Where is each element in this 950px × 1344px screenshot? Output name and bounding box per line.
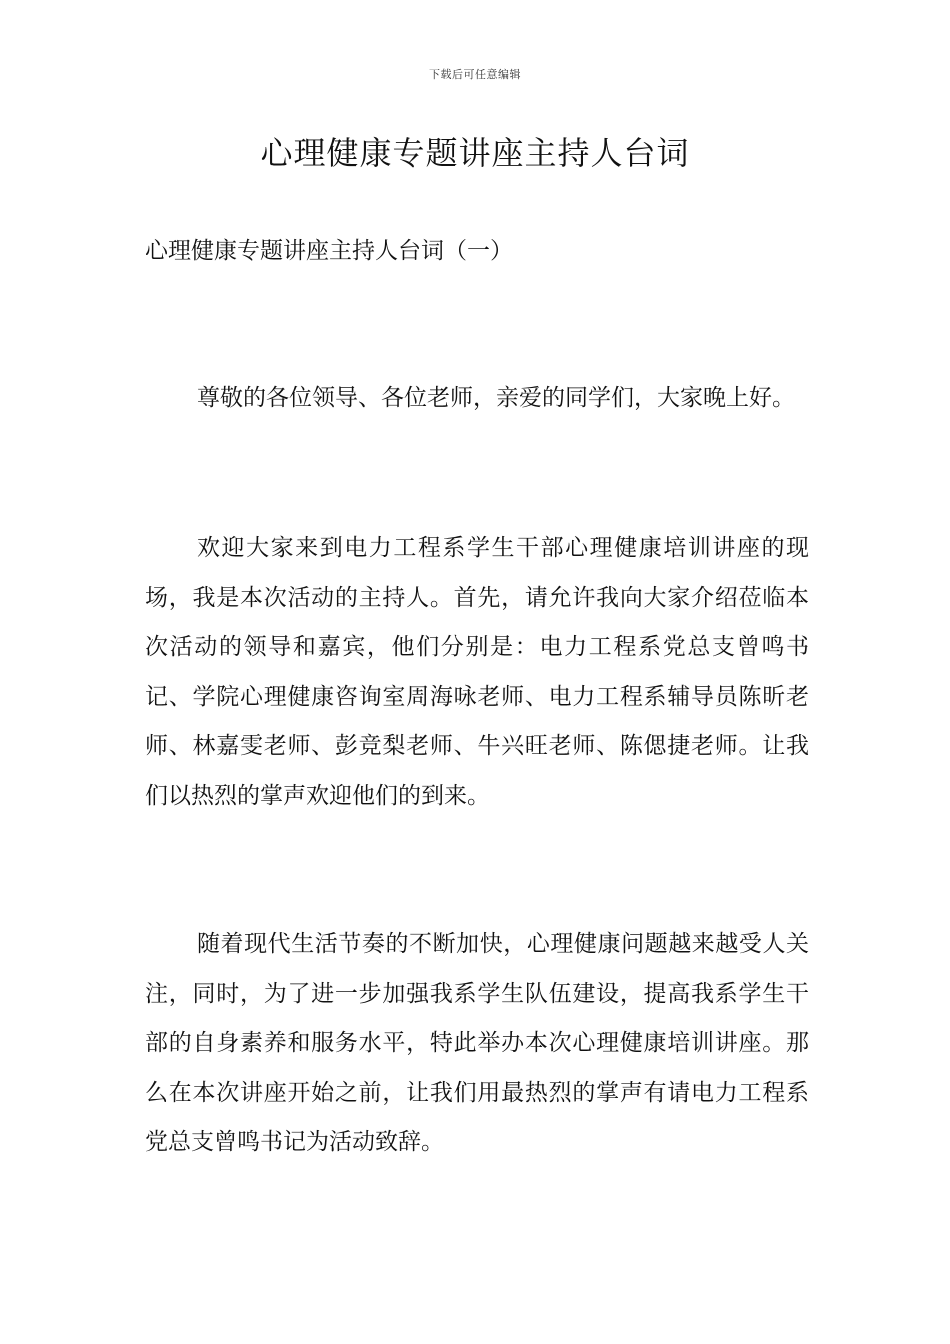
document-title: 心理健康专题讲座主持人台词 <box>260 134 690 172</box>
section-title: 心理健康专题讲座主持人台词（一） <box>145 238 513 264</box>
paragraph-purpose: 随着现代生活节奏的不断加快，心理健康问题越来越受人关注，同时，为了进一步加强我系学生队伍建设，提高我系学生干部的自身素养和服务水平，特此举办本次心理健康培训讲座。那么在本次讲座开始之前，让我们用最热烈的掌声有请电力工程系党总支曾鸣书记为活动致辞。 <box>145 931 809 1155</box>
header-note: 下载后可任意编辑 <box>429 68 521 81</box>
paragraph-welcome: 欢迎大家来到电力工程系学生干部心理健康培训讲座的现场，我是本次活动的主持人。首先，请允许我向大家介绍莅临本次活动的领导和嘉宾，他们分别是：电力工程系党总支曾鸣书记、学院心理健康咨询室周海咏老师、电力工程系辅导员陈昕老师、林嘉雯老师、彭竞梨老师、牛兴旺老师、陈偲捷老师。让我们以热烈的掌声欢迎他们的到来。 <box>145 535 809 809</box>
paragraph-greeting: 尊敬的各位领导、各位老师，亲爱的同学们，大家晚上好。 <box>197 385 795 411</box>
